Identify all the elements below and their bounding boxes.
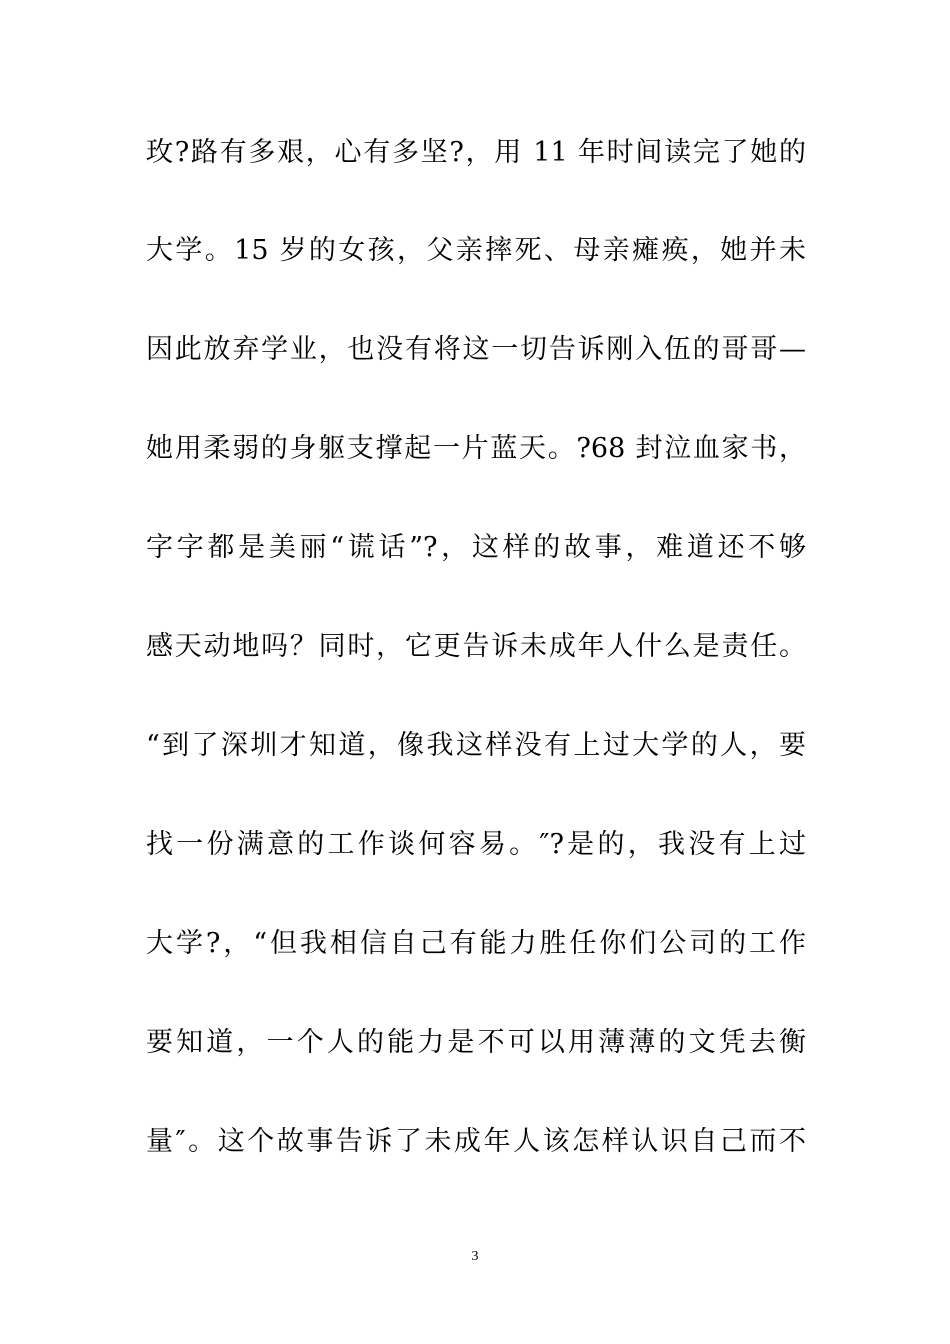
text-line-6: 感天动地吗？同时，它更告诉未成年人什么是责任。 <box>146 631 806 662</box>
text-line-5: 字字都是美丽“谎话”?，这样的故事，难道还不够 <box>146 532 806 563</box>
text-line-1: 玫?路有多艰，心有多坚?，用 11 年时间读完了她的 <box>146 137 806 168</box>
text-line-10: 要知道，一个人的能力是不可以用薄薄的文凭去衡 <box>146 1027 806 1058</box>
text-line-8: 找一份满意的工作谈何容易。″?是的，我没有上过 <box>146 829 806 860</box>
text-line-2: 大学。15 岁的女孩，父亲摔死、母亲瘫痪，她并未 <box>146 235 806 266</box>
text-line-11: 量″。这个故事告诉了未成年人该怎样认识自己而不 <box>146 1126 806 1157</box>
text-line-3: 因此放弃学业，也没有将这一切告诉刚入伍的哥哥— <box>146 334 806 365</box>
text-line-4: 她用柔弱的身躯支撑起一片蓝天。?68 封泣血家书， <box>146 433 806 464</box>
text-line-9: 大学?，“但我相信自己有能力胜任你们公司的工作 <box>146 928 806 959</box>
page-number: 3 <box>471 1249 479 1264</box>
text-line-7: “到了深圳才知道，像我这样没有上过大学的人，要 <box>146 730 806 761</box>
